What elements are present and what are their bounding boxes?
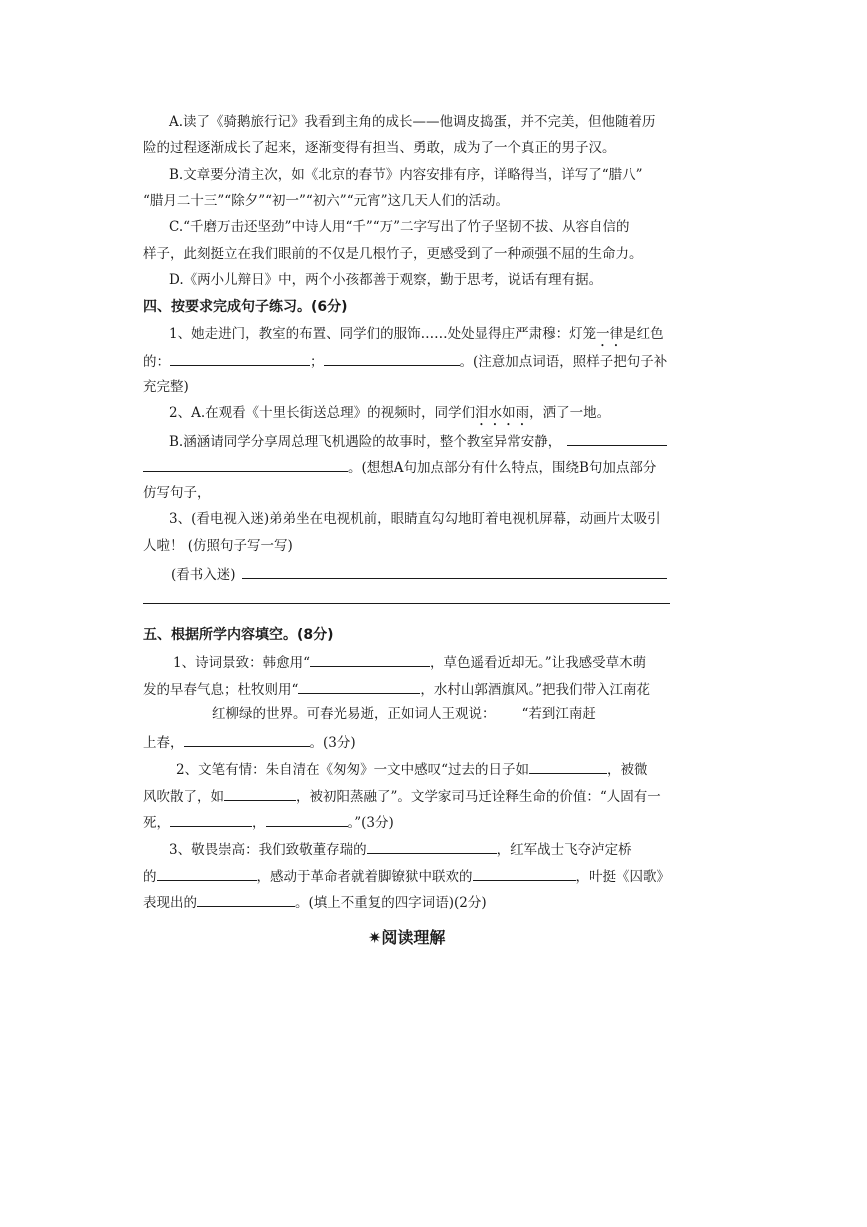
option-c-line-1: C.“千磨万击还坚劲”中诗人用“千”“万”二字写出了竹子坚韧不拔、从容自信的 bbox=[169, 219, 630, 235]
option-c-line-2: 样子，此刻挺立在我们眼前的不仅是几根竹子，更感受到了一种顽强不屈的生命力。 bbox=[143, 246, 643, 262]
answer-blank[interactable] bbox=[242, 564, 667, 579]
section-4-heading: 四、按要求完成句子练习。(6分) bbox=[143, 299, 348, 315]
answer-blank[interactable] bbox=[197, 892, 295, 907]
reading-comprehension-title: ✷阅读理解 bbox=[368, 928, 446, 947]
answer-line[interactable] bbox=[143, 603, 670, 604]
option-a-line-2: 险的过程逐渐成长了起来，逐渐变得有担当、勇敢，成为了一个真正的男子汉。 bbox=[143, 140, 616, 156]
s5-q3-line-2: 的 ，感动于革命者就着脚镣狱中联欢的 ，叶挺《囚歌》 bbox=[143, 866, 670, 886]
answer-blank[interactable] bbox=[473, 866, 576, 881]
answer-blank[interactable] bbox=[298, 679, 420, 694]
s5-q3-line-1: 3、敬畏崇高：我们致敬董存瑞的 ，红军战士飞夺泸定桥 bbox=[169, 839, 632, 859]
s5-q2-line-3: 死， ， 。”(3分) bbox=[143, 812, 394, 832]
answer-blank[interactable] bbox=[157, 866, 257, 881]
emphasis-dots: 泪水如雨 bbox=[475, 405, 530, 421]
s4-q1-line-3: 充完整) bbox=[143, 379, 189, 395]
option-b-line-1: B.文章要分清主次，如《北京的春节》内容安排有序，详略得当，详写了“腊八” bbox=[169, 167, 643, 183]
s5-q2-line-1: 2、文笔有情：朱自清在《匆匆》一文中感叹“过去的日子如 ，被微 bbox=[176, 759, 648, 779]
answer-blank[interactable] bbox=[310, 652, 430, 667]
answer-blank[interactable] bbox=[224, 786, 296, 801]
s5-q2-line-2: 风吹散了，如 ，被初阳蒸融了”。文学家司马迁诠释生命的价值：“人固有一 bbox=[143, 786, 661, 806]
answer-blank[interactable] bbox=[367, 839, 497, 854]
emphasis-dots: 一律 bbox=[596, 326, 624, 342]
s5-q1-line-1: 1、诗词景致：韩愈用“ ，草色遥看近却无。”让我感受草木萌 bbox=[173, 652, 646, 672]
section-5-heading: 五、根据所学内容填空。(8分) bbox=[143, 627, 334, 643]
answer-blank[interactable] bbox=[170, 812, 252, 827]
answer-blank[interactable] bbox=[170, 351, 310, 366]
s4-q3-line-1: 3、(看电视入迷)弟弟坐在电视机前，眼睛直勾勾地盯着电视机屏幕，动画片太吸引 bbox=[169, 511, 661, 527]
option-d-line-1: D.《两小儿辩日》中，两个小孩都善于观察，勤于思考，说话有理有据。 bbox=[169, 272, 603, 288]
s4-q1-line-1: 1、她走进门，教室的布置、同学们的服饰……处处显得庄严肃穆：灯笼一律是红色 bbox=[169, 326, 664, 342]
option-b-line-2: “腊月二十三”“除夕”“初一”“初六”“元宵”这几天人们的活动。 bbox=[143, 193, 510, 209]
s5-q1-line-3: 红柳绿的世界。可春光易逝，正如词人王观说： “若到江南赶 bbox=[212, 706, 596, 722]
answer-blank[interactable] bbox=[567, 431, 667, 446]
s4-q1-line-2: 的： ； 。(注意加点词语，照样子把句子补 bbox=[143, 351, 667, 371]
answer-blank[interactable] bbox=[529, 759, 607, 774]
s4-q2-line-3: 。(想想A句加点部分有什么特点，围绕B句加点部分 bbox=[143, 457, 656, 477]
answer-blank[interactable] bbox=[184, 732, 310, 747]
answer-blank[interactable] bbox=[143, 457, 348, 472]
s4-q3-line-3: (看书入迷) bbox=[171, 564, 667, 584]
s5-q1-line-2: 发的早春气息；杜牧则用“ ，水村山郭酒旗风。”把我们带入江南花 bbox=[143, 679, 650, 699]
s4-q2-line-4: 仿写句子， bbox=[143, 485, 211, 501]
answer-blank[interactable] bbox=[324, 351, 460, 366]
s4-q3-line-2: 人啦！ (仿照句子写一写) bbox=[143, 538, 293, 554]
s5-q1-line-4: 上春， 。(3分) bbox=[143, 732, 356, 752]
answer-blank[interactable] bbox=[266, 812, 348, 827]
s5-q3-line-3: 表现出的 。(填上不重复的四字词语)(2分) bbox=[143, 892, 487, 912]
s4-q2-line-2: B.涵涵请同学分享周总理飞机遇险的故事时，整个教室异常安静， bbox=[169, 431, 667, 451]
option-a-line-1: A.读了《骑鹅旅行记》我看到主角的成长——他调皮捣蛋，并不完美，但他随着历 bbox=[169, 114, 656, 130]
s4-q2-line-1: 2、A.在观看《十里长街送总理》的视频时，同学们泪水如雨，洒了一地。 bbox=[169, 405, 611, 421]
